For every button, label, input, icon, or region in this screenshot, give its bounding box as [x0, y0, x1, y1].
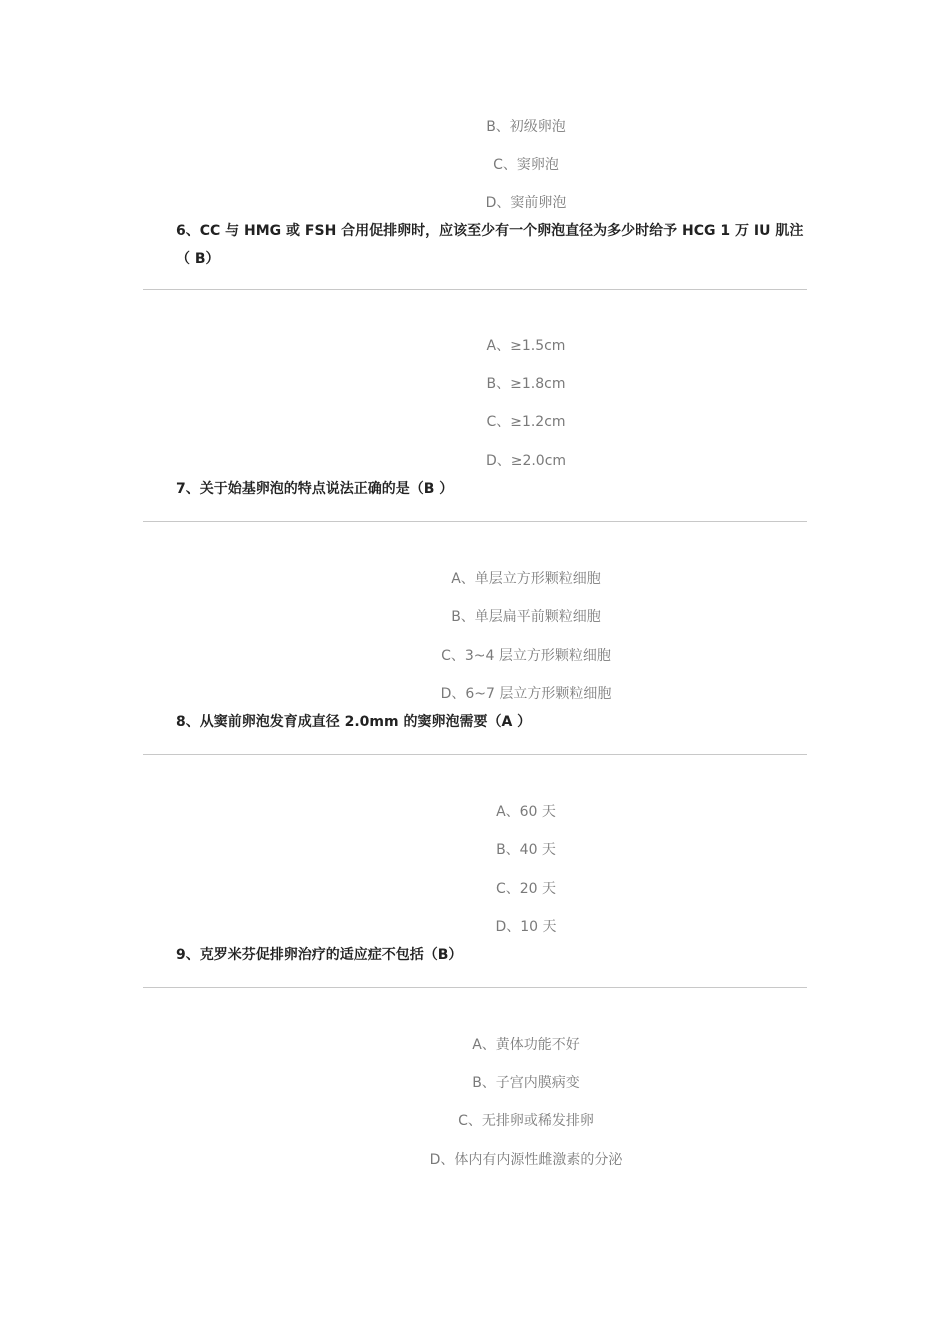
- q5-option-b: B、初级卵泡: [486, 119, 566, 135]
- divider: [143, 289, 807, 290]
- question-9: 9、克罗米芬促排卵治疗的适应症不包括（B）: [176, 947, 463, 963]
- q6-option-b: B、≥1.8cm: [486, 376, 566, 392]
- q9-option-a: A、黄体功能不好: [472, 1037, 580, 1053]
- q9-option-d: D、体内有内源性雌激素的分泌: [429, 1152, 623, 1168]
- question-8: 8、从窦前卵泡发育成直径 2.0mm 的窦卵泡需要（A ）: [176, 714, 532, 730]
- q8-option-a: A、60 天: [496, 804, 556, 820]
- q7-option-c: C、3~4 层立方形颗粒细胞: [441, 648, 611, 664]
- q5-option-c: C、窦卵泡: [493, 157, 559, 173]
- q9-option-c: C、无排卵或稀发排卵: [458, 1113, 594, 1129]
- q6-option-a: A、≥1.5cm: [486, 338, 566, 354]
- q8-option-c: C、20 天: [495, 881, 557, 897]
- q6-option-c: C、≥1.2cm: [486, 414, 566, 430]
- q8-option-d: D、10 天: [495, 919, 557, 935]
- divider: [143, 754, 807, 755]
- q9-option-b: B、子宫内膜病变: [472, 1075, 580, 1091]
- q8-option-b: B、40 天: [496, 842, 556, 858]
- question-6: 6、CC 与 HMG 或 FSH 合用促排卵时，应该至少有一个卵泡直径为多少时给予 HCG 1 万 IU 肌注（ B）: [176, 223, 804, 267]
- divider: [143, 987, 807, 988]
- q7-option-b: B、单层扁平前颗粒细胞: [451, 609, 601, 625]
- question-7: 7、关于始基卵泡的特点说法正确的是（B ）: [176, 481, 454, 497]
- divider: [143, 521, 807, 522]
- q6-option-d: D、≥2.0cm: [485, 453, 567, 469]
- q7-option-d: D、6~7 层立方形颗粒细胞: [440, 686, 612, 702]
- q7-option-a: A、单层立方形颗粒细胞: [451, 571, 601, 587]
- q5-option-d: D、窦前卵泡: [485, 195, 567, 211]
